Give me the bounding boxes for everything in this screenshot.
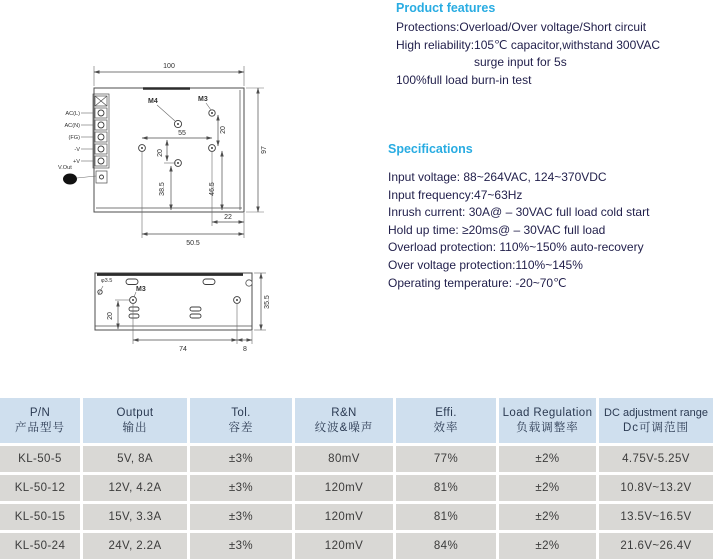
table-cell: KL-50-12: [0, 475, 80, 501]
table-cell: 80mV: [295, 446, 393, 472]
table-cell: 10.8V~13.2V: [599, 475, 713, 501]
table-cell: ±3%: [190, 504, 292, 530]
table-cell: KL-50-15: [0, 504, 80, 530]
table-cell: ±2%: [499, 475, 596, 501]
product-features-heading: Product features: [396, 1, 496, 15]
terminal-label-acn: AC(N): [64, 123, 80, 129]
spec-line: Inrush current: 30A@ – 30VAC full load cold start: [388, 205, 650, 220]
table-cell: 21.6V~26.4V: [599, 533, 713, 559]
dim-55: 55: [178, 130, 186, 137]
header-zh: 负载调整率: [516, 421, 579, 434]
terminal-label-vminus: -V: [74, 147, 80, 153]
pot-knob-icon: [63, 174, 77, 185]
top-width-dim: 100: [163, 63, 175, 70]
dim-50-5: 50.5: [186, 240, 200, 247]
header-en: Output: [116, 406, 154, 419]
spec-line: Input voltage: 88~264VAC, 124~370VDC: [388, 170, 607, 184]
spec-line: Hold up time: ≥20ms@ – 30VAC full load: [388, 222, 606, 237]
header-zh: 输出: [122, 421, 148, 434]
header-zh: 纹波&噪声: [314, 421, 374, 434]
table-cell: ±3%: [190, 475, 292, 501]
side-view-drawing: [95, 273, 271, 353]
table-cell: 5V, 8A: [83, 446, 187, 472]
dim-20-right: 20: [220, 126, 227, 134]
dim-35-5: 35.5: [264, 295, 271, 309]
table-cell: 84%: [396, 533, 496, 559]
table-cell: ±2%: [499, 446, 596, 472]
table-cell: 120mV: [295, 504, 393, 530]
top-height-dim: 97: [261, 146, 268, 154]
spec-line: Over voltage protection:110%~145%: [388, 257, 583, 272]
specifications-heading: Specifications: [388, 142, 473, 156]
header-zh: 产品型号: [15, 421, 65, 434]
feature-line: High reliability:105℃ capacitor,withstand 300VAC: [396, 37, 661, 52]
product-features-section: [396, 1, 708, 89]
feature-line: 100%full load burn-in test: [396, 72, 532, 87]
table-cell: ±2%: [499, 533, 596, 559]
table-cell: 120mV: [295, 533, 393, 559]
terminal-labels: [64, 111, 93, 165]
header-en: Load Regulation: [502, 406, 593, 419]
table-cell: KL-50-24: [0, 533, 80, 559]
table-cell: 81%: [396, 475, 496, 501]
table-header-tolerance: [190, 398, 292, 443]
m4-label: M4: [148, 98, 158, 105]
header-en: DC adjustment range: [604, 406, 708, 419]
m3-label-top: M3: [198, 96, 208, 103]
table-header-pn: [0, 398, 80, 443]
table-cell: 15V, 3.3A: [83, 504, 187, 530]
terminal-label-fg: (FG): [68, 135, 80, 141]
dim-74: 74: [179, 346, 187, 353]
table-header-ripple-noise: [295, 398, 393, 443]
table-cell: 12V, 4.2A: [83, 475, 187, 501]
top-view-drawing: [58, 63, 268, 247]
table-header-output: [83, 398, 187, 443]
terminal-label-vplus: +V: [73, 159, 80, 165]
specifications-section: [388, 142, 708, 292]
dim-38-5: 38.5: [159, 182, 166, 196]
table-cell: 81%: [396, 504, 496, 530]
dim-22: 22: [224, 214, 232, 221]
dim-20-left: 20: [157, 149, 164, 157]
header-en: Effi.: [435, 406, 457, 419]
header-zh: Dc可调范围: [622, 421, 690, 434]
spec-line: Input frequency:47~63Hz: [388, 187, 523, 202]
dim-46-5: 46.5: [209, 182, 216, 196]
table-cell: 77%: [396, 446, 496, 472]
terminal-blocks: [95, 108, 107, 166]
feature-line: surge input for 5s: [474, 55, 567, 69]
dim-8: 8: [243, 346, 247, 353]
table-header-dc-range: [599, 398, 713, 443]
header-zh: 容差: [228, 421, 254, 434]
table-cell: ±3%: [190, 533, 292, 559]
spec-table: [0, 398, 713, 558]
header-en: P/N: [29, 406, 51, 419]
spec-line: Operating temperature: -20~70℃: [388, 275, 567, 290]
table-header-load-regulation: [499, 398, 596, 443]
m3-label-side: M3: [136, 286, 146, 293]
header-en: Tol.: [231, 406, 251, 419]
dim-hole-diameter: φ3.5: [101, 278, 113, 284]
table-cell: ±2%: [499, 504, 596, 530]
pot-label: V.Out: [58, 165, 72, 171]
header-en: R&N: [331, 406, 357, 419]
header-zh: 效率: [433, 421, 459, 434]
table-header-efficiency: [396, 398, 496, 443]
table-cell: 4.75V-5.25V: [599, 446, 713, 472]
table-cell: 24V, 2.2A: [83, 533, 187, 559]
table-cell: ±3%: [190, 446, 292, 472]
terminal-label-acl: AC(L): [65, 111, 80, 117]
table-cell: 120mV: [295, 475, 393, 501]
table-cell: 13.5V~16.5V: [599, 504, 713, 530]
feature-line: Protections:Overload/Over voltage/Short circuit: [396, 20, 647, 34]
table-cell: KL-50-5: [0, 446, 80, 472]
dim-20-side: 20: [107, 312, 114, 320]
spec-line: Overload protection: 110%~150% auto-recovery: [388, 240, 644, 255]
